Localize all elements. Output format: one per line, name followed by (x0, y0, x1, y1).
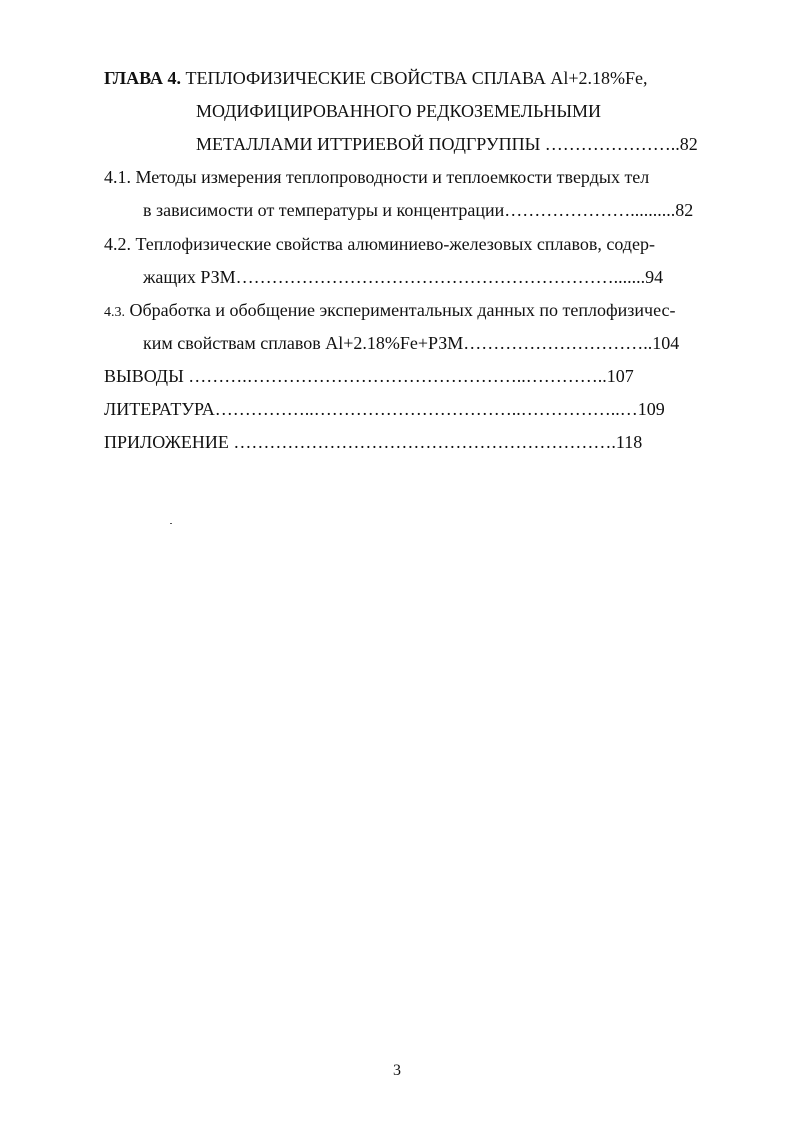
toc-conclusions: ВЫВОДЫ ……….………………………………………..…………..107 (104, 366, 634, 386)
toc-chapter-4-line1 (104, 66, 648, 90)
section-title-part1: Обработка и обобщение экспериментальных данных по теплофизичес- (129, 300, 676, 320)
toc-section-4-2-line2: жащих РЗМ……………………………………………………….......94 (143, 267, 664, 287)
toc-section-4-1-line2: в зависимости от температуры и концентрации…………………..........82 (143, 200, 694, 220)
toc-appendix: ПРИЛОЖЕНИЕ ……………………………………………………….118 (104, 432, 643, 452)
toc-section-4-3-line1 (104, 298, 676, 325)
chapter-label: ГЛАВА 4. (104, 68, 182, 88)
toc-section-4-2-line1: 4.2. Теплофизические свойства алюминиево-железовых сплавов, содер- (104, 234, 655, 254)
scan-speck (170, 523, 172, 524)
toc-section-4-1-line1: 4.1. Методы измерения теплопроводности и теплоемкости твердых тел (104, 167, 650, 187)
toc-chapter-4-line3: МЕТАЛЛАМИ ИТТРИЕВОЙ ПОДГРУППЫ …………………..82 (196, 134, 698, 154)
section-number: 4.3. (104, 305, 125, 320)
chapter-title-part1: ТЕПЛОФИЗИЧЕСКИЕ СВОЙСТВА СПЛАВА Al+2.18%Fe, (185, 68, 648, 88)
toc-section-4-3-line2: ким свойствам сплавов Al+2.18%Fe+РЗМ…………………………..104 (143, 333, 680, 353)
toc-literature: ЛИТЕРАТУРА……………..……………………………..……………..…109 (104, 399, 665, 419)
page-number: 3 (393, 1062, 401, 1079)
toc-chapter-4-line2: МОДИФИЦИРОВАННОГО РЕДКОЗЕМЕЛЬНЫМИ (196, 101, 602, 121)
